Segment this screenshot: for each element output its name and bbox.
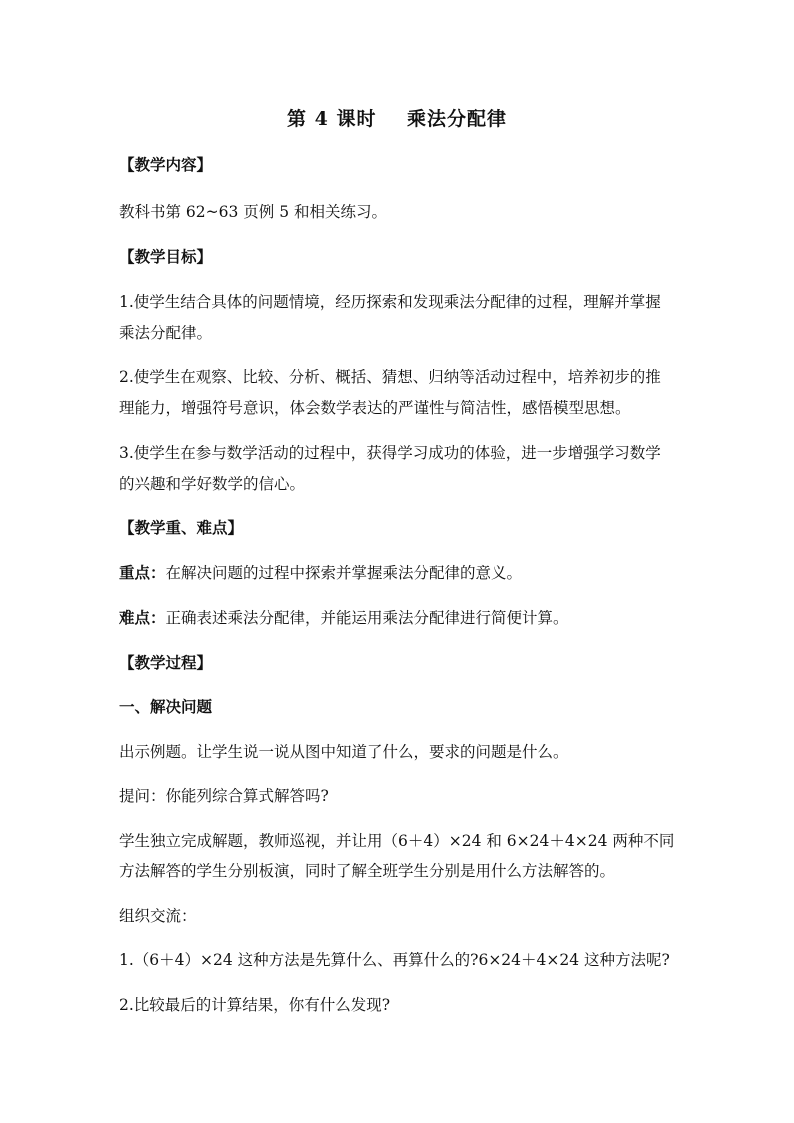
goal-1-line-1: 1.使学生结合具体的问题情境，经历探索和发现乘法分配律的过程，理解并掌握 bbox=[119, 293, 661, 311]
goal-2-line-2: 理能力，增强符号意识，体会数学表达的严谨性与简洁性，感悟模型思想。 bbox=[119, 399, 631, 417]
goal-3-line-1: 3.使学生在参与数学活动的过程中，获得学习成功的体验，进一步增强学习数学 bbox=[119, 444, 661, 462]
paragraph-4: 组织交流： bbox=[119, 907, 197, 925]
difficult-point-text: 正确表述乘法分配律，并能运用乘法分配律进行简便计算。 bbox=[165, 609, 569, 627]
paragraph-3-line-2: 方法解答的学生分别板演，同时了解全班学生分别是用什么方法解答的。 bbox=[119, 862, 616, 880]
key-point bbox=[119, 560, 679, 586]
section-heading-content: 【教学内容】 bbox=[119, 155, 213, 174]
goal-1-line-2: 乘法分配律。 bbox=[119, 324, 213, 342]
paragraph-2: 提问：你能列综合算式解答吗? bbox=[119, 787, 329, 805]
question-2: 2.比较最后的计算结果，你有什么发现? bbox=[119, 996, 391, 1014]
difficult-point-label: 难点： bbox=[119, 608, 166, 627]
section-heading-key-points: 【教学重、难点】 bbox=[119, 518, 244, 537]
section-heading-process: 【教学过程】 bbox=[119, 653, 213, 672]
question-1: 1.（6＋4）×24 这种方法是先算什么、再算什么的?6×24＋4×24 这种方法呢? bbox=[119, 951, 670, 969]
goal-3-line-2: 的兴趣和学好数学的信心。 bbox=[119, 475, 306, 493]
key-point-text: 在解决问题的过程中探索并掌握乘法分配律的意义。 bbox=[165, 564, 523, 582]
part-1-heading: 一、解决问题 bbox=[119, 697, 213, 716]
page-title: 第 4 课时 乘法分配律 bbox=[287, 108, 507, 130]
difficult-point bbox=[119, 605, 679, 631]
goal-2-line-1: 2.使学生在观察、比较、分析、概括、猜想、归纳等活动过程中，培养初步的推 bbox=[119, 368, 661, 386]
paragraph-1: 出示例题。让学生说一说从图中知道了什么，要求的问题是什么。 bbox=[119, 743, 569, 761]
paragraph-3-line-1: 学生独立完成解题，教师巡视，并让用（6＋4）×24 和 6×24＋4×24 两种不同 bbox=[119, 832, 675, 850]
key-point-label: 重点： bbox=[119, 563, 166, 582]
section-heading-goals: 【教学目标】 bbox=[119, 247, 213, 266]
content-text: 教科书第 62~63 页例 5 和相关练习。 bbox=[119, 203, 388, 221]
